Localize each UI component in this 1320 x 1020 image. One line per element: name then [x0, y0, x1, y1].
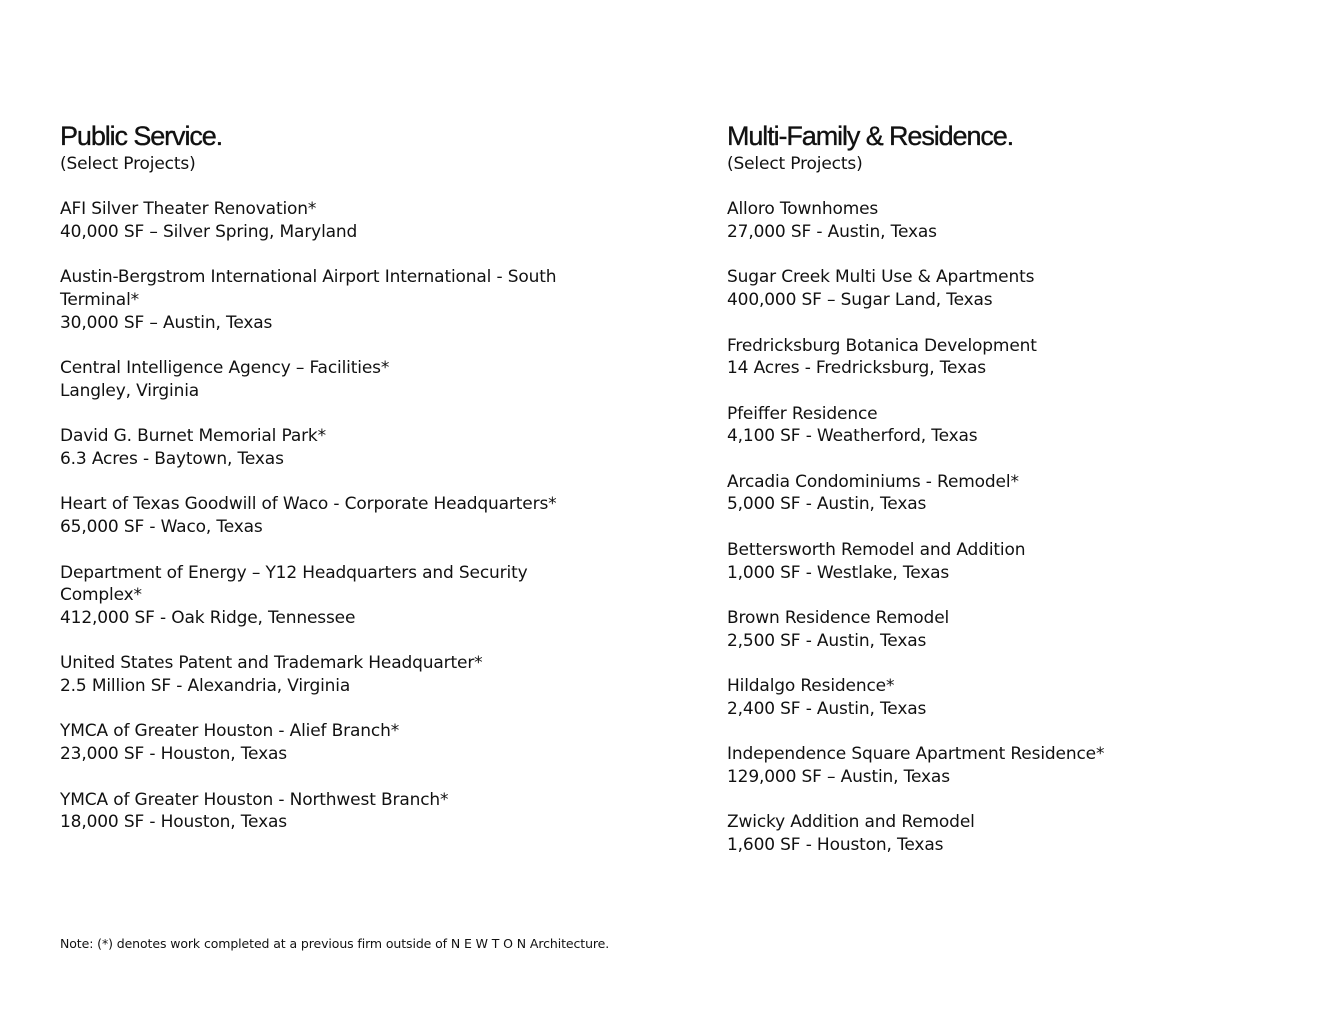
project-detail: 2,500 SF - Austin, Texas — [727, 630, 927, 651]
project-entry — [60, 720, 600, 765]
project-name: YMCA of Greater Houston - Alief Branch* — [60, 721, 400, 742]
project-detail: 65,000 SF - Waco, Texas — [60, 517, 263, 538]
project-entry — [60, 266, 600, 334]
multi-family-section — [727, 119, 1267, 857]
project-detail: 1,600 SF - Houston, Texas — [727, 834, 944, 855]
project-name: Alloro Townhomes — [727, 199, 879, 220]
project-detail: 27,000 SF - Austin, Texas — [727, 222, 937, 243]
project-detail: 6.3 Acres - Baytown, Texas — [60, 449, 284, 470]
project-entry — [727, 198, 1267, 243]
project-name: Zwicky Addition and Remodel — [727, 812, 975, 833]
project-name: Heart of Texas Goodwill of Waco - Corporate Headquarters* — [60, 494, 557, 515]
project-detail: 1,000 SF - Westlake, Texas — [727, 562, 950, 583]
project-name: Hildalgo Residence* — [727, 676, 895, 697]
project-entry — [727, 743, 1267, 788]
project-name: Fredricksburg Botanica Development — [727, 335, 1037, 356]
footnote: Note: (*) denotes work completed at a previous firm outside of N E W T O N Architecture. — [60, 936, 610, 951]
project-detail: Langley, Virginia — [60, 380, 200, 401]
project-name: Independence Square Apartment Residence* — [727, 744, 1105, 765]
project-detail: 30,000 SF – Austin, Texas — [60, 312, 273, 333]
section-subtitle: (Select Projects) — [60, 154, 196, 174]
project-entry — [60, 425, 600, 470]
project-entry — [60, 357, 600, 402]
project-entry — [60, 562, 600, 630]
project-entry — [727, 607, 1267, 652]
project-name: Brown Residence Remodel — [727, 607, 950, 628]
project-entry — [727, 811, 1267, 856]
section-title: Public Service. — [60, 121, 223, 151]
project-entry — [727, 539, 1267, 584]
project-detail: 412,000 SF - Oak Ridge, Tennessee — [60, 607, 356, 628]
project-name: David G. Burnet Memorial Park* — [60, 426, 326, 447]
project-detail: 400,000 SF – Sugar Land, Texas — [727, 290, 993, 311]
project-name: YMCA of Greater Houston - Northwest Branch* — [60, 789, 449, 810]
project-entry — [727, 403, 1267, 448]
project-detail: 23,000 SF - Houston, Texas — [60, 744, 287, 765]
project-name: Department of Energy – Y12 Headquarters and Security Complex* — [60, 562, 528, 606]
project-name: United States Patent and Trademark Headquarter* — [60, 653, 483, 674]
project-detail: 18,000 SF - Houston, Texas — [60, 812, 287, 833]
project-detail: 5,000 SF - Austin, Texas — [727, 494, 927, 515]
project-entry — [60, 652, 600, 697]
project-entry — [727, 266, 1267, 311]
project-name: Arcadia Condominiums - Remodel* — [727, 471, 1019, 492]
section-title: Multi-Family & Residence. — [727, 121, 1014, 151]
project-detail: 129,000 SF – Austin, Texas — [727, 766, 950, 787]
project-entry — [727, 335, 1267, 380]
project-name: Pfeiffer Residence — [727, 403, 878, 424]
section-subtitle: (Select Projects) — [727, 154, 863, 174]
project-entry — [60, 198, 600, 243]
project-entry — [60, 789, 600, 834]
project-detail: 2.5 Million SF - Alexandria, Virginia — [60, 676, 351, 697]
project-name: Bettersworth Remodel and Addition — [727, 539, 1026, 560]
project-name: Sugar Creek Multi Use & Apartments — [727, 267, 1035, 288]
project-detail: 14 Acres - Fredricksburg, Texas — [727, 358, 986, 379]
project-detail: 2,400 SF - Austin, Texas — [727, 698, 927, 719]
project-entry — [727, 471, 1267, 516]
project-name: Austin-Bergstrom International Airport International - South Terminal* — [60, 267, 557, 311]
project-name: AFI Silver Theater Renovation* — [60, 199, 317, 220]
project-entry — [727, 675, 1267, 720]
project-detail: 40,000 SF – Silver Spring, Maryland — [60, 222, 358, 243]
project-entry — [60, 493, 600, 538]
project-name: Central Intelligence Agency – Facilities* — [60, 358, 390, 379]
public-service-section — [60, 119, 600, 834]
project-detail: 4,100 SF - Weatherford, Texas — [727, 426, 978, 447]
